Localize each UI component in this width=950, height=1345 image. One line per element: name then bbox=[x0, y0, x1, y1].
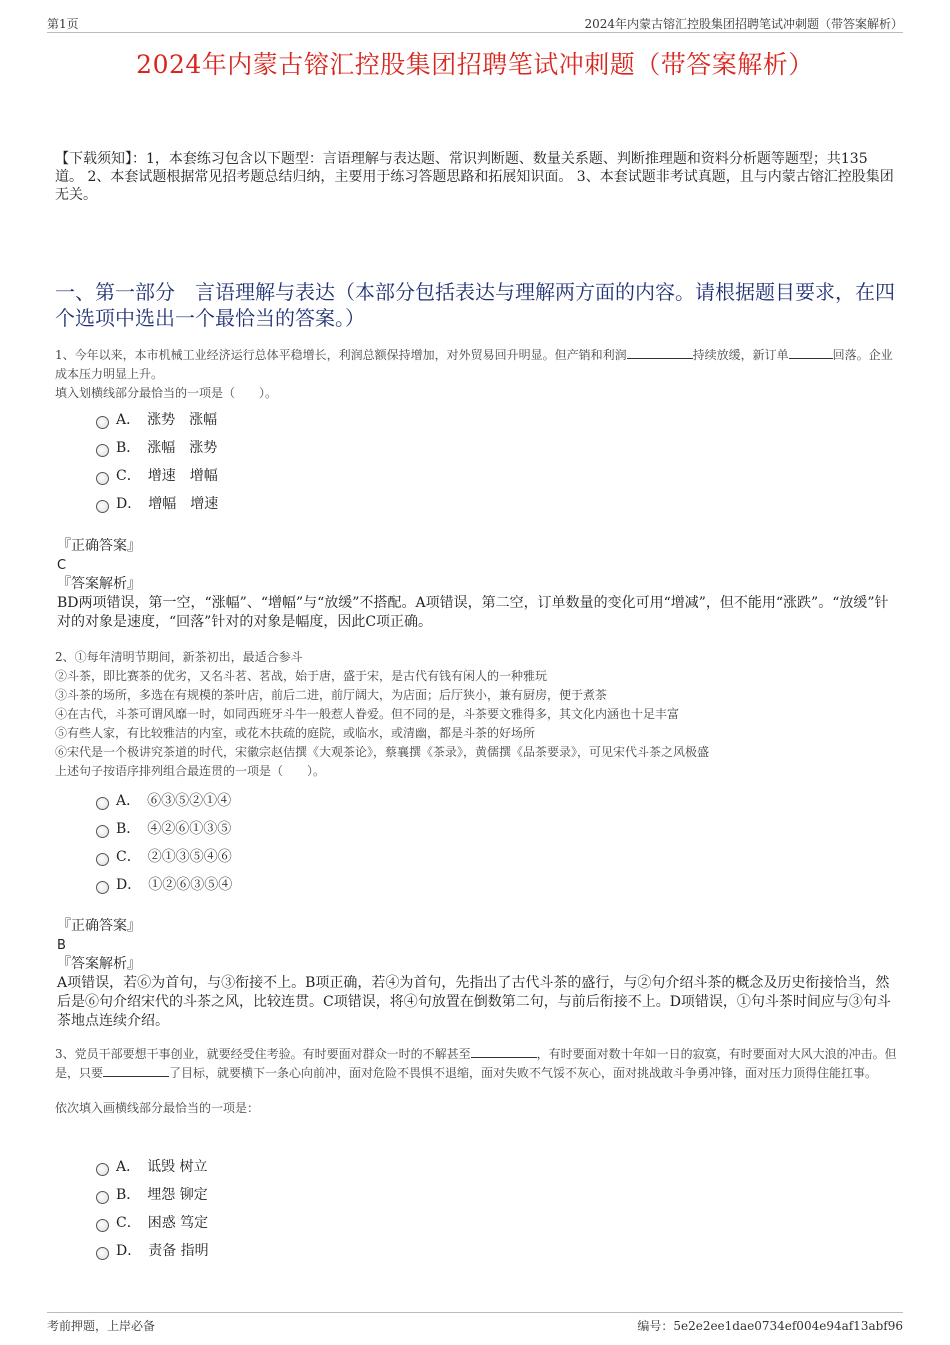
radio-icon[interactable] bbox=[96, 853, 109, 866]
option-a[interactable]: A． 涨势 涨幅 bbox=[96, 405, 218, 433]
option-c[interactable]: C． ②①③⑤④⑥ bbox=[96, 842, 232, 870]
question-2-prompt: 上述句子按语序排列组合最连贯的一项是（ ）。 bbox=[55, 764, 326, 778]
blank-1 bbox=[627, 346, 693, 359]
radio-icon[interactable] bbox=[96, 881, 109, 894]
question-1-options bbox=[96, 405, 218, 517]
download-notice: 【下载须知】：1，本套练习包含以下题型：言语理解与表达题、常识判断题、数量关系题、判断推理题和资料分析题等题型；共135道。 2、本套试题根据常见招考题总结归纳，主要用于练习答题思路和拓展知识面。 3、本套试题非考试真题，且与内蒙古镕汇控股集团无关。 bbox=[55, 151, 894, 203]
correct-answer: B bbox=[57, 938, 66, 953]
question-2-answer-block bbox=[57, 917, 898, 1031]
correct-answer: C bbox=[57, 558, 67, 573]
answer-label: 『正确答案』 bbox=[57, 538, 141, 554]
blank-1 bbox=[471, 1045, 537, 1058]
option-b[interactable]: B． 涨幅 涨势 bbox=[96, 433, 218, 461]
page-title: 2024年内蒙古镕汇控股集团招聘笔试冲刺题（带答案解析） bbox=[136, 50, 814, 79]
page-number: 第1页 bbox=[47, 17, 79, 31]
answer-label: 『正确答案』 bbox=[57, 918, 141, 934]
question-3 bbox=[55, 1045, 898, 1118]
question-2-line: 2、①每年清明节期间，新茶初出，最适合参斗 bbox=[55, 650, 303, 664]
option-b[interactable]: B． 埋怨 铆定 bbox=[96, 1180, 209, 1208]
question-3-text-c: 了目标，就要横下一条心向前冲，面对危险不畏惧不退缩，面对失败不气馁不灰心，面对挑战敢斗争勇冲锋，面对压力顶得住能扛事。 bbox=[169, 1066, 878, 1080]
option-c[interactable]: C． 增速 增幅 bbox=[96, 461, 218, 489]
question-1-answer-block bbox=[57, 537, 898, 632]
radio-icon[interactable] bbox=[96, 1163, 109, 1176]
question-2-line: ④在古代，斗茶可谓风靡一时，如同西班牙斗牛一般惹人眷爱。但不同的是，斗茶要文雅得多，其文化内涵也十足丰富 bbox=[55, 707, 680, 721]
radio-icon[interactable] bbox=[96, 825, 109, 838]
question-1-text-a: 1、今年以来，本市机械工业经济运行总体平稳增长，利润总额保持增加，对外贸易回升明显。但产销和利润 bbox=[55, 348, 627, 362]
question-2 bbox=[55, 648, 898, 781]
option-c[interactable]: C． 困惑 笃定 bbox=[96, 1208, 209, 1236]
blank-2 bbox=[789, 346, 833, 359]
page-header bbox=[47, 14, 903, 33]
option-a[interactable]: A． 诋毁 树立 bbox=[96, 1152, 209, 1180]
question-3-prompt: 依次填入画横线部分最恰当的一项是： bbox=[55, 1101, 260, 1115]
radio-icon[interactable] bbox=[96, 444, 109, 457]
explanation-label: 『答案解析』 bbox=[57, 576, 141, 592]
question-1 bbox=[55, 346, 898, 403]
explanation-text: A项错误，若⑥为首句，与③衔接不上。B项正确，若④为首句，先指出了古代斗茶的盛行，与②句介绍斗茶的概念及历史衔接恰当，然后是⑥句介绍宋代的斗茶之风，比较连贯。C项错误，将④句放置在倒数第二句，与前后衔接不上。D项错误，①句斗茶时间应与③句斗茶地点连续介绍。 bbox=[57, 975, 891, 1029]
page-footer bbox=[47, 1312, 903, 1333]
radio-icon[interactable] bbox=[96, 1247, 109, 1260]
question-2-options bbox=[96, 786, 232, 898]
radio-icon[interactable] bbox=[96, 416, 109, 429]
question-3-text-a: 3、党员干部要想干事创业，就要经受住考验。有时要面对群众一时的不解甚至 bbox=[55, 1047, 471, 1061]
question-2-line: ②斗茶，即比赛茶的优劣，又名斗茗、茗战，始于唐，盛于宋，是古代有钱有闲人的一种雅玩 bbox=[55, 669, 548, 683]
question-2-line: ⑤有些人家，有比较雅洁的内室，或花木扶疏的庭院，或临水，或清幽，都是斗茶的好场所 bbox=[55, 726, 536, 740]
option-a[interactable]: A． ⑥③⑤②①④ bbox=[96, 786, 232, 814]
option-d[interactable]: D． ①②⑥③⑤④ bbox=[96, 870, 232, 898]
question-2-line: ⑥宋代是一个极讲究茶道的时代，宋徽宗赵佶撰《大观茶论》，蔡襄撰《茶录》，黄儒撰《品茶要录》，可见宋代斗茶之风极盛 bbox=[55, 745, 710, 759]
question-3-options bbox=[96, 1152, 209, 1264]
option-d[interactable]: D． 责备 指明 bbox=[96, 1236, 209, 1264]
radio-icon[interactable] bbox=[96, 1219, 109, 1232]
radio-icon[interactable] bbox=[96, 797, 109, 810]
question-1-text-c: 回落。企业成本压力明显上升。 bbox=[55, 348, 893, 381]
explanation-label: 『答案解析』 bbox=[57, 956, 141, 972]
document-id: 编号：5e2e2ee1dae0734ef004e94af13abf96 bbox=[637, 1319, 903, 1333]
question-2-line: ③斗茶的场所，多选在有规模的茶叶店，前后二进，前厅阔大，为店面；后厅狭小，兼有厨房，便于煮茶 bbox=[55, 688, 608, 702]
radio-icon[interactable] bbox=[96, 472, 109, 485]
option-b[interactable]: B． ④②⑥①③⑤ bbox=[96, 814, 232, 842]
question-1-text-b: 持续放缓，新订单 bbox=[692, 348, 789, 362]
header-doc-title: 2024年内蒙古镕汇控股集团招聘笔试冲刺题（带答案解析） bbox=[584, 17, 903, 31]
question-3-text-b: ，有时要面对数十年如一日的寂寞，有时要面对大风大浪的冲击。但是，只要 bbox=[55, 1047, 897, 1080]
blank-2 bbox=[103, 1064, 169, 1077]
option-d[interactable]: D． 增幅 增速 bbox=[96, 489, 218, 517]
section-heading: 一、第一部分 言语理解与表达（本部分包括表达与理解两方面的内容。请根据题目要求，在四个选项中选出一个最恰当的答案。） bbox=[55, 280, 895, 330]
footer-slogan: 考前押题，上岸必备 bbox=[47, 1319, 156, 1333]
radio-icon[interactable] bbox=[96, 1191, 109, 1204]
question-1-prompt: 填入划横线部分最恰当的一项是（ ）。 bbox=[55, 386, 278, 400]
explanation-text: BD两项错误，第一空，“涨幅”、“增幅”与“放缓”不搭配。A项错误，第二空，订单数量的变化可用“增减”，但不能用“涨跌”。“放缓”针对的对象是速度，“回落”针对的对象是幅度，因此C项正确。 bbox=[57, 595, 889, 630]
radio-icon[interactable] bbox=[96, 500, 109, 513]
